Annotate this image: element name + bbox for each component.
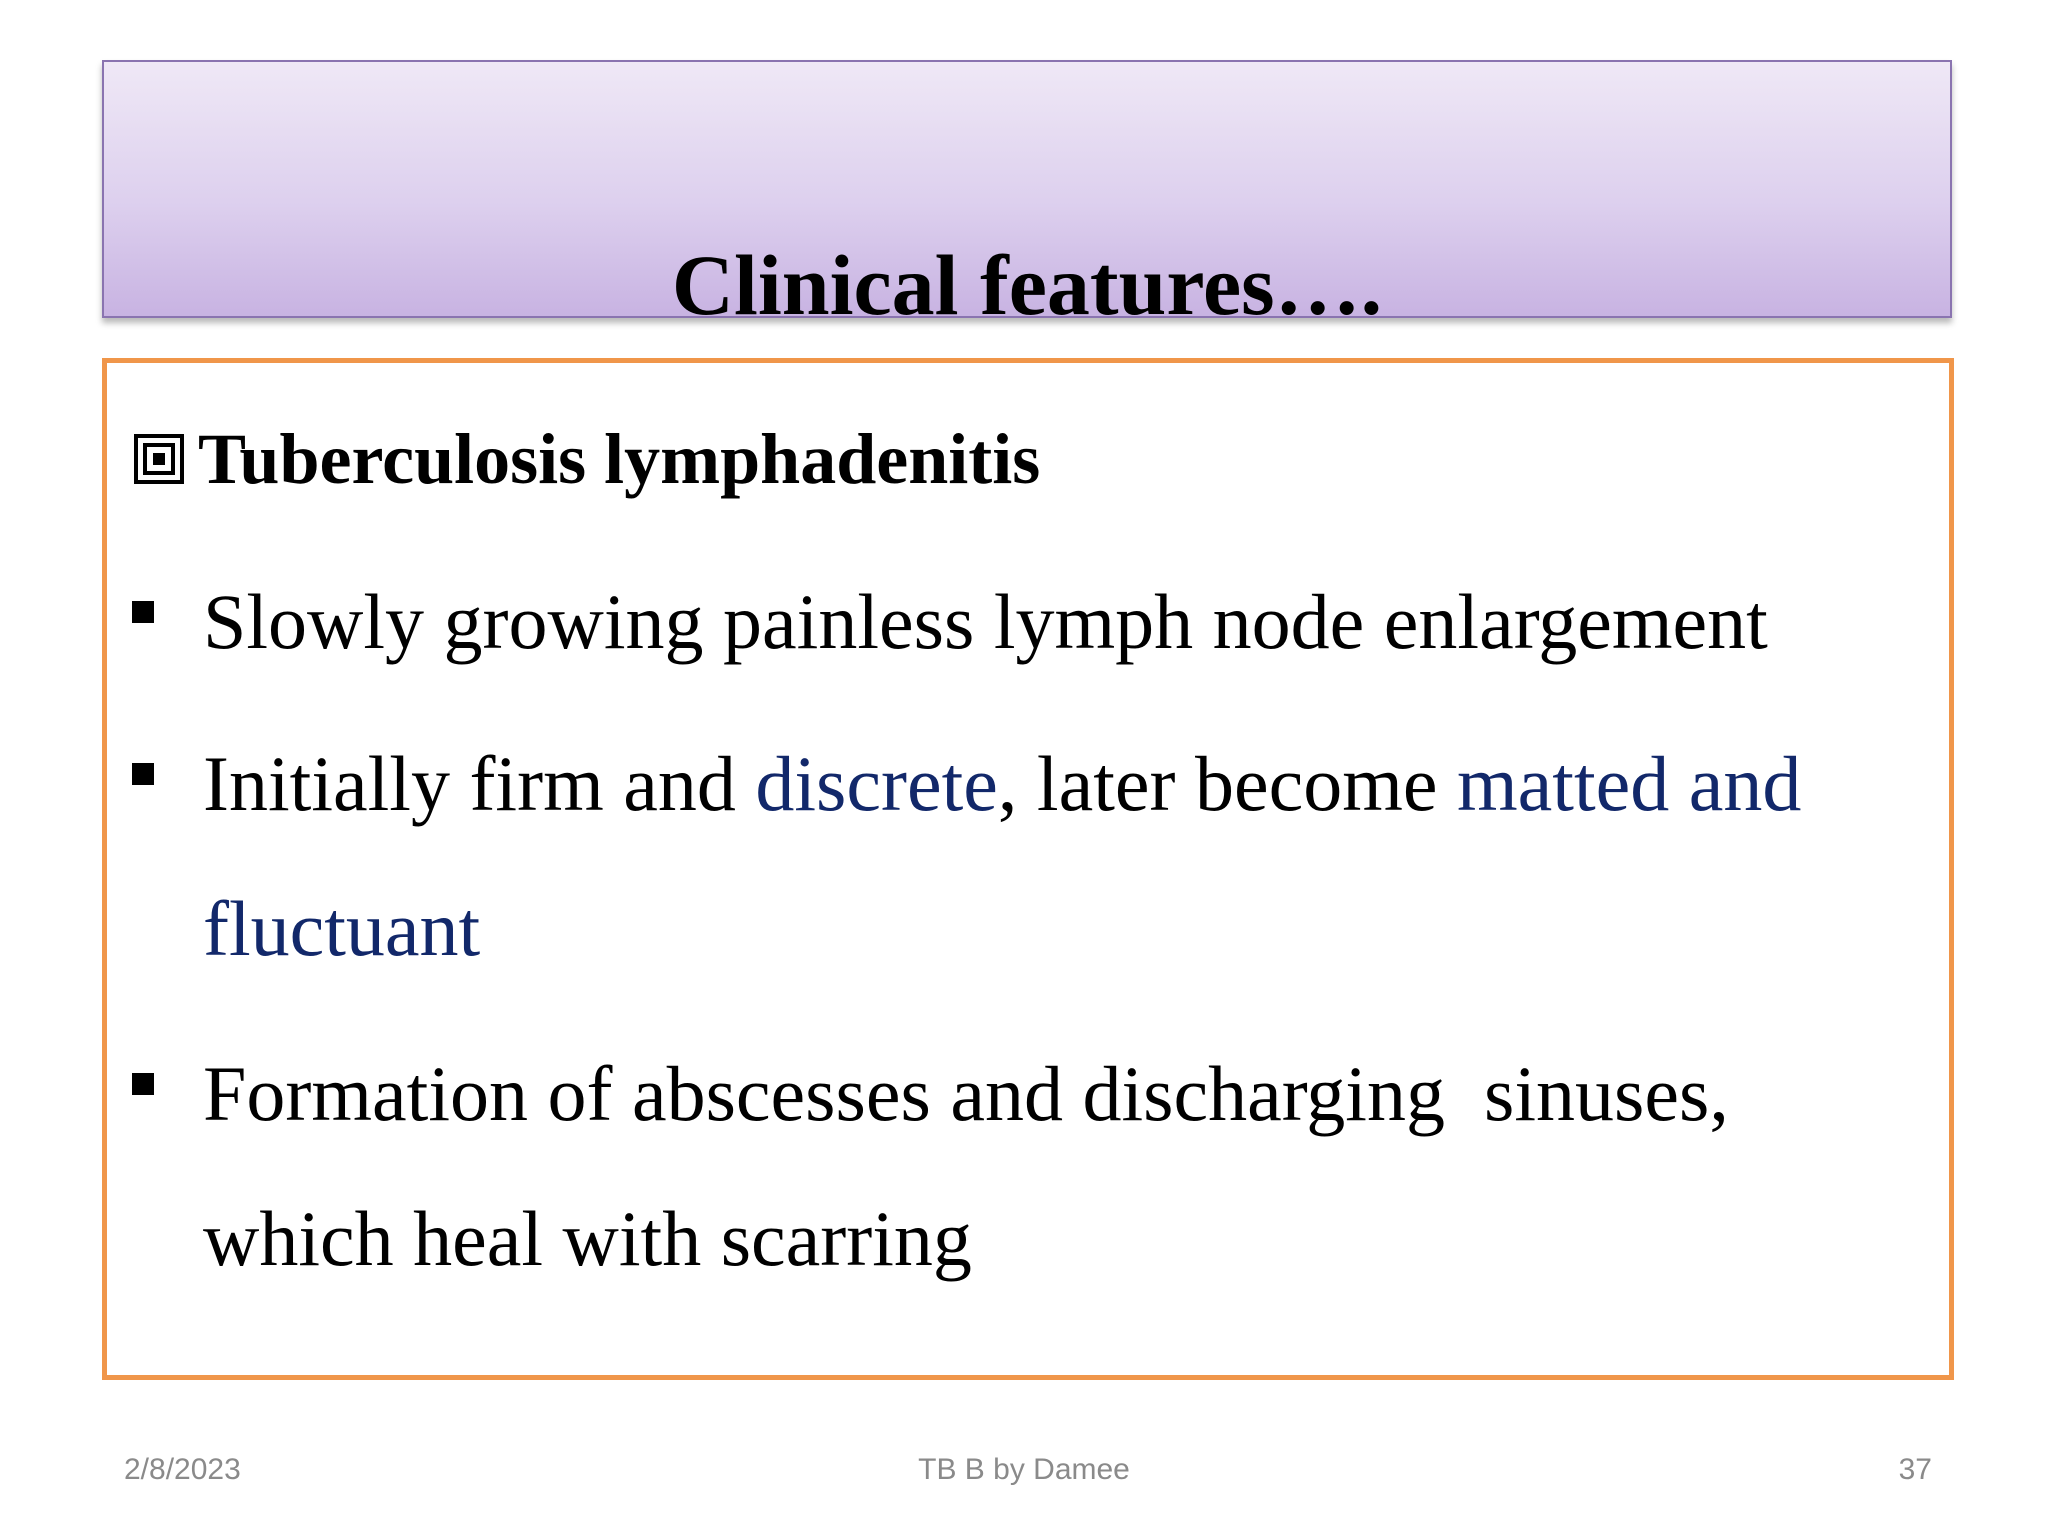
- square-bullet-icon: [132, 601, 154, 623]
- bullet-text: Initially firm and: [203, 740, 756, 827]
- bullet-text: Slowly growing painless lymph node enlargement: [203, 578, 1768, 665]
- heading-row: [134, 419, 1041, 499]
- bullet-2-line-2: [203, 885, 481, 972]
- square-bullet-icon: [132, 763, 154, 785]
- bullet-2-line-1: [203, 740, 1802, 827]
- square-target-icon: [134, 434, 184, 484]
- section-heading: Tuberculosis lymphadenitis: [198, 419, 1041, 499]
- bullet-3-line-1: [203, 1050, 1729, 1137]
- content-box: [102, 358, 1954, 1380]
- title-banner: [102, 60, 1952, 333]
- square-bullet-icon: [132, 1073, 154, 1095]
- footer-center-text: TB B by Damee: [918, 1453, 1130, 1486]
- bullet-1-line-1: [203, 578, 1768, 665]
- slide-title: Clinical features….: [671, 237, 1383, 333]
- bullet-text: Formation of abscesses and discharging sinuses,: [203, 1050, 1729, 1137]
- bullet-text: which heal with scarring: [203, 1195, 972, 1282]
- footer-date: 2/8/2023: [124, 1453, 241, 1486]
- highlighted-term: matted and: [1457, 740, 1802, 827]
- bullet-text: , later become: [997, 740, 1457, 827]
- footer-page-number: 37: [1898, 1453, 1932, 1486]
- bullet-3-line-2: [203, 1195, 972, 1282]
- highlighted-term: fluctuant: [203, 885, 481, 972]
- highlighted-term: discrete: [755, 740, 998, 827]
